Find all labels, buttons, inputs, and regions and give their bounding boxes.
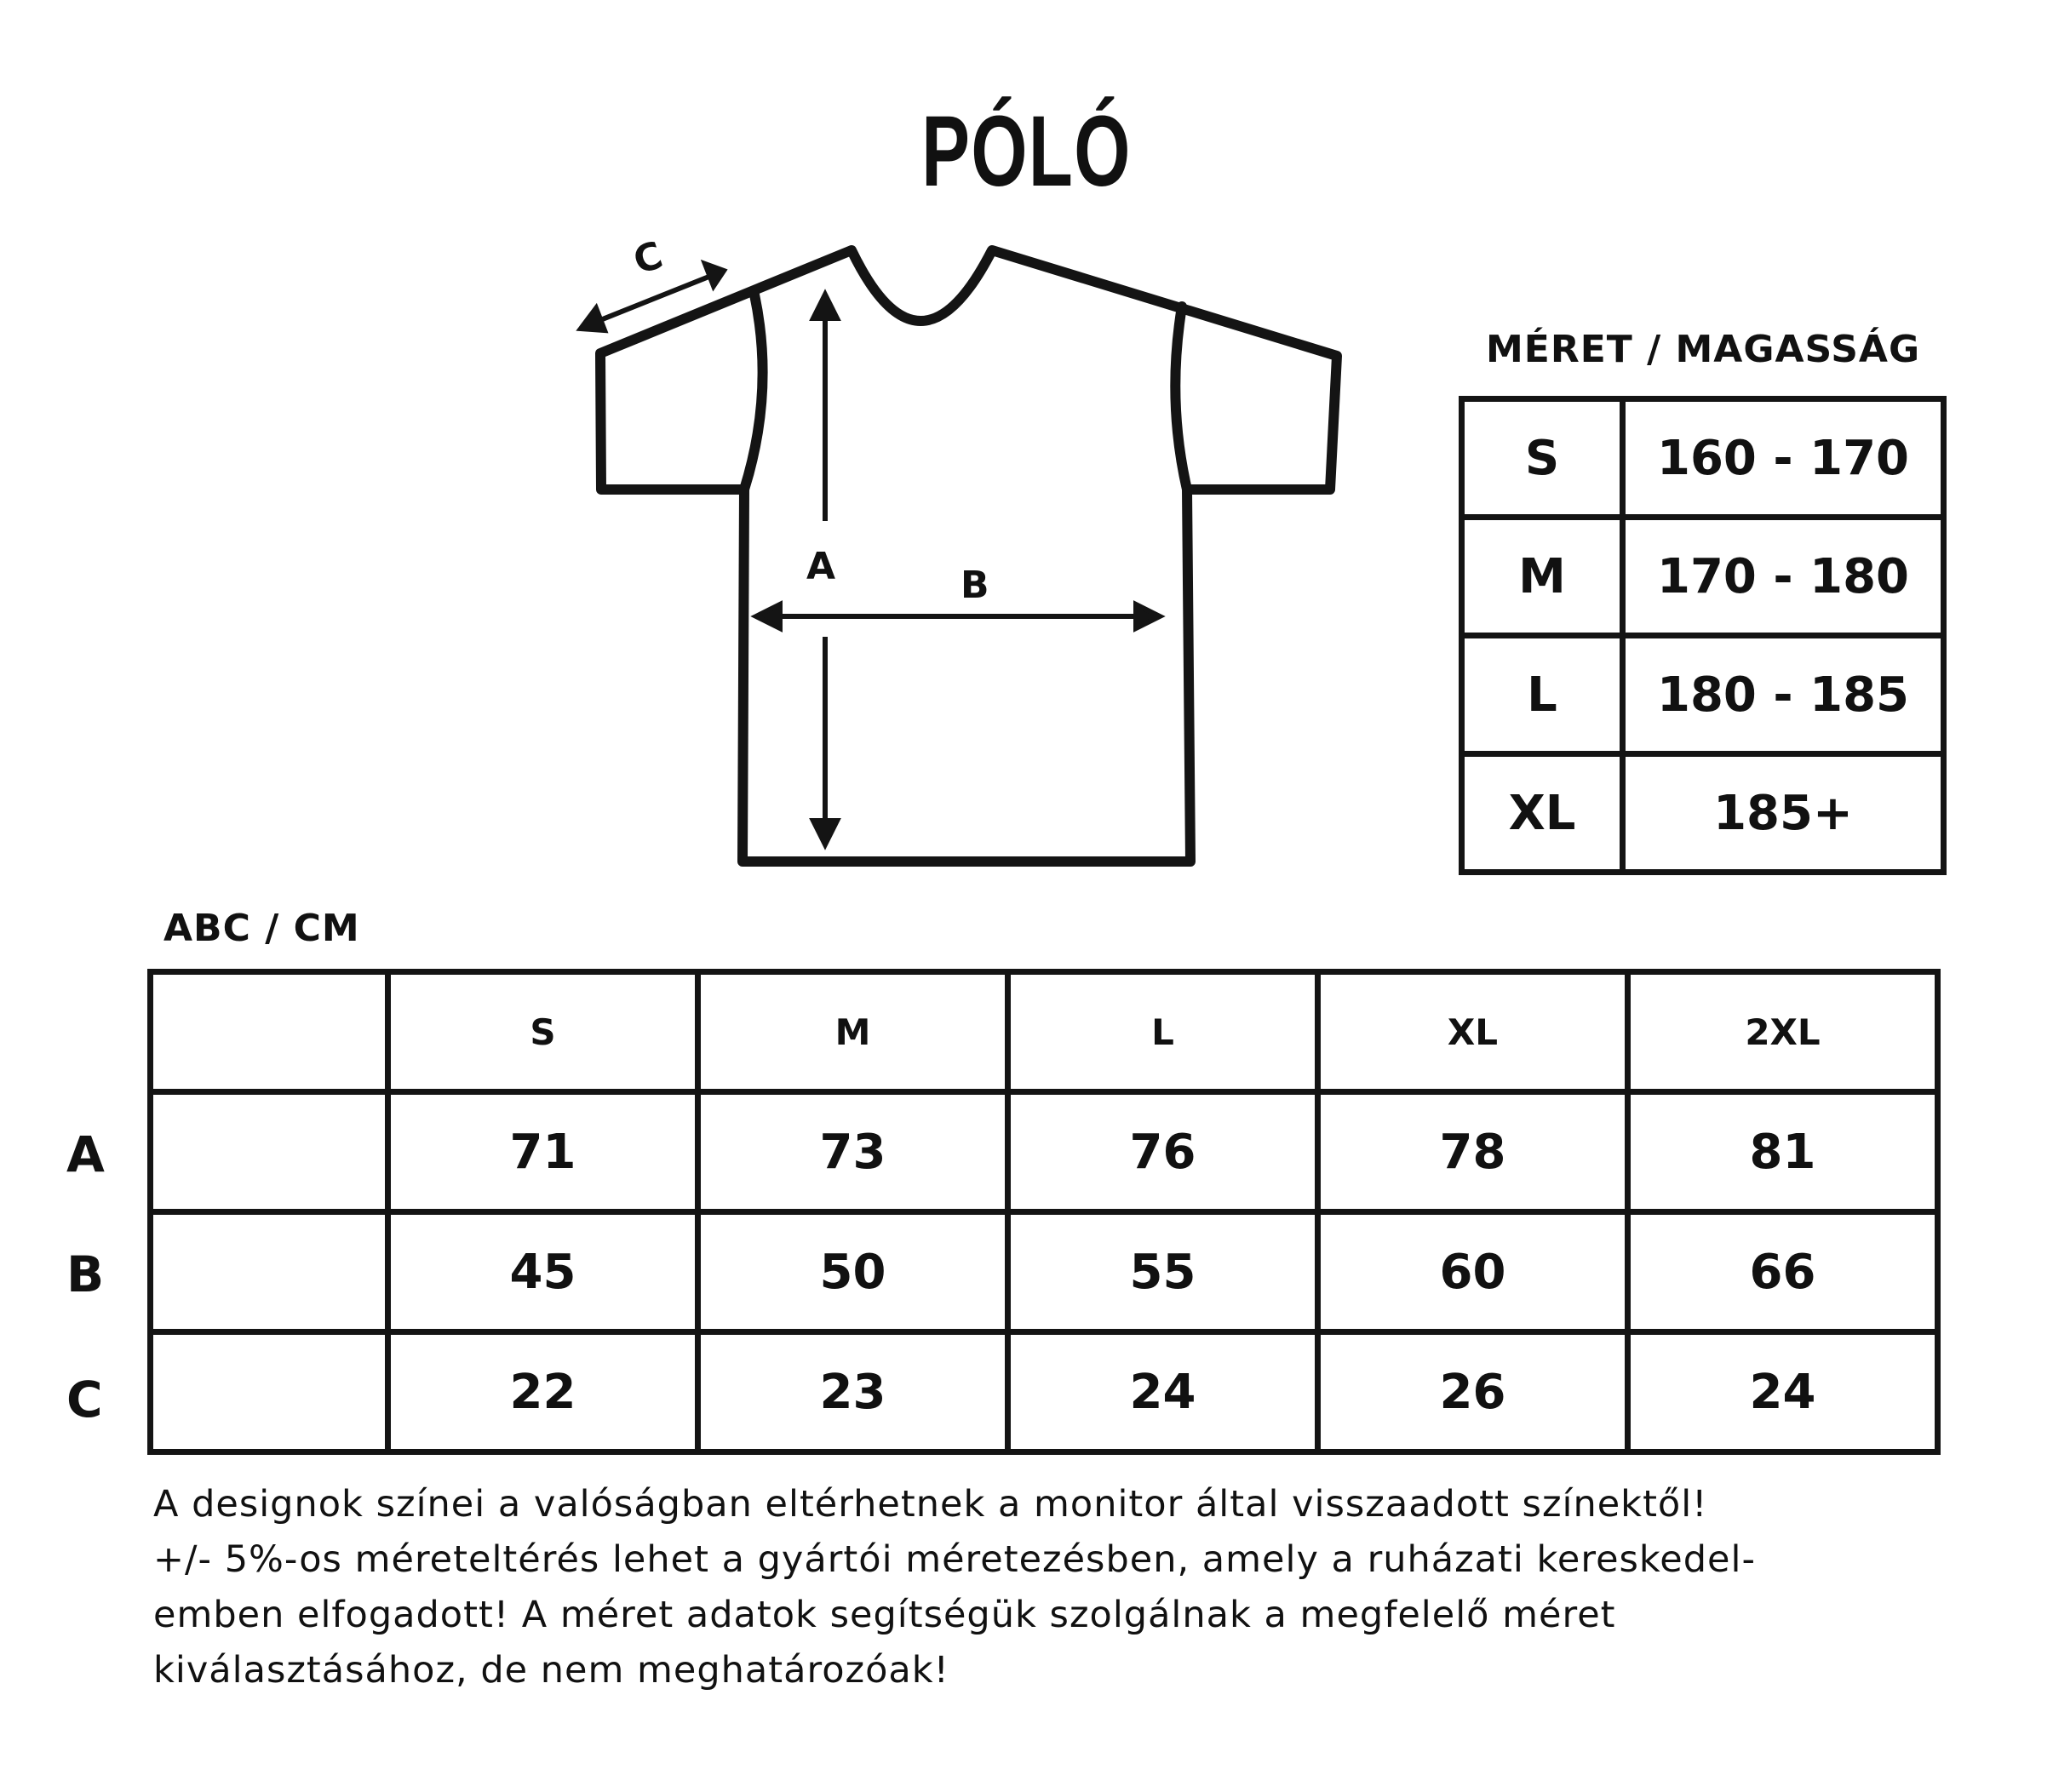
table-row — [151, 1092, 1938, 1212]
disclaimer-line: +/- 5%-os méreteltérés lehet a gyártói méretezésben, amely a ruházati kereskedel- — [153, 1538, 1756, 1581]
empty-header-cell — [151, 972, 388, 1092]
height-row-range: 160 - 170 — [1623, 399, 1944, 518]
height-row-size: L — [1462, 636, 1623, 754]
table-cell: 55 — [1008, 1212, 1318, 1332]
height-row — [1462, 754, 1944, 873]
height-row-range: 170 - 180 — [1623, 518, 1944, 636]
disclaimer-line: kiválasztásához, de nem meghatározóak! — [153, 1649, 949, 1692]
row-label-cell — [151, 1092, 388, 1212]
row-label-c: C — [66, 1371, 103, 1428]
row-label-b: B — [66, 1245, 105, 1303]
table-cell: 26 — [1318, 1332, 1628, 1452]
column-header: S — [388, 972, 698, 1092]
page-title: PÓLÓ — [921, 95, 1132, 208]
height-row-size: S — [1462, 399, 1623, 518]
table-cell: 81 — [1628, 1092, 1938, 1212]
column-header: 2XL — [1628, 972, 1938, 1092]
height-row-range: 180 - 185 — [1623, 636, 1944, 754]
height-row — [1462, 636, 1944, 754]
height-row-size: XL — [1462, 754, 1623, 873]
table-cell: 71 — [388, 1092, 698, 1212]
height-table-caption: MÉRET / MAGASSÁG — [1486, 328, 1921, 371]
tshirt-outline-icon — [562, 230, 1362, 877]
disclaimer-line: emben elfogadott! A méret adatok segítségük szolgálnak a megfelelő méret — [153, 1594, 1616, 1636]
table-cell: 66 — [1628, 1212, 1938, 1332]
disclaimer-line: A designok színei a valóságban eltérhetnek a monitor által visszaadott színektől! — [153, 1483, 1708, 1526]
height-row-range: 185+ — [1623, 754, 1944, 873]
table-row — [151, 1212, 1938, 1332]
disclaimer — [153, 1477, 1984, 1698]
table-cell: 45 — [388, 1212, 698, 1332]
table-cell: 24 — [1628, 1332, 1938, 1452]
row-label-cell — [151, 1332, 388, 1452]
table-cell: 73 — [698, 1092, 1008, 1212]
column-header: XL — [1318, 972, 1628, 1092]
column-header: L — [1008, 972, 1318, 1092]
height-row — [1462, 399, 1944, 518]
height-row-size: M — [1462, 518, 1623, 636]
table-cell: 50 — [698, 1212, 1008, 1332]
dimension-label-c: C — [628, 233, 668, 283]
table-cell: 22 — [388, 1332, 698, 1452]
table-cell: 23 — [698, 1332, 1008, 1452]
table-cell: 60 — [1318, 1212, 1628, 1332]
size-table-header — [151, 972, 1938, 1092]
row-label-a: A — [66, 1125, 105, 1183]
table-row — [151, 1332, 1938, 1452]
height-row — [1462, 518, 1944, 636]
table-cell: 24 — [1008, 1332, 1318, 1452]
dimension-label-a: A — [806, 545, 836, 588]
height-table — [1459, 396, 1947, 875]
size-table — [147, 969, 1941, 1455]
row-label-cell — [151, 1212, 388, 1332]
table-cell: 76 — [1008, 1092, 1318, 1212]
dimension-label-b: B — [961, 564, 989, 607]
column-header: M — [698, 972, 1008, 1092]
table-cell: 78 — [1318, 1092, 1628, 1212]
size-table-caption: ABC / CM — [163, 907, 360, 950]
